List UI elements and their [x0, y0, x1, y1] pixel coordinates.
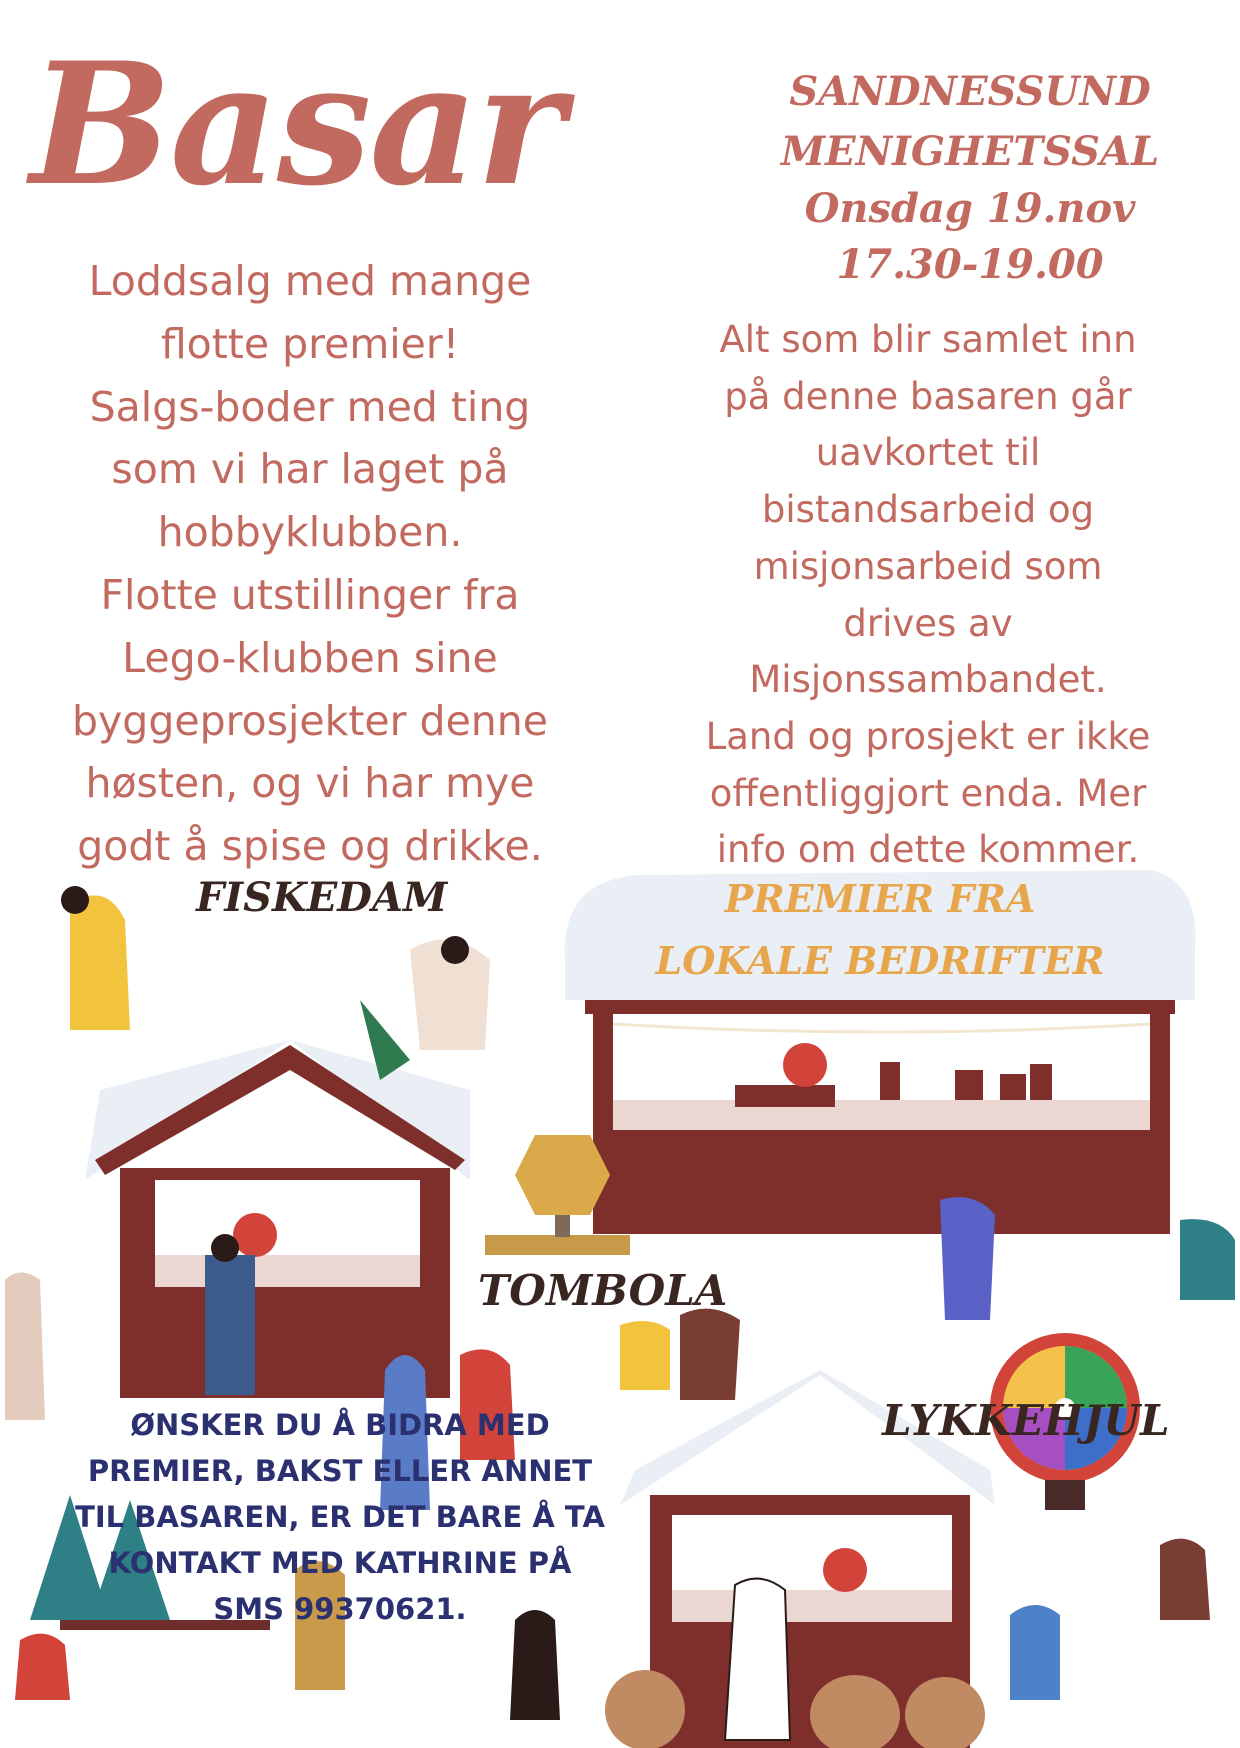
- text-line: byggeprosjekter denne: [72, 696, 548, 745]
- contact-info: [60, 1402, 620, 1632]
- premier-line-2: LOKALE BEDRIFTER: [655, 938, 1105, 983]
- text-line: Loddsalg med mange: [88, 257, 532, 305]
- text-line: bistandsarbeid og: [761, 488, 1095, 532]
- venue-line-2: MENIGHETSSAL: [780, 128, 1160, 175]
- premier-label: [600, 868, 1160, 992]
- event-details: [720, 62, 1220, 294]
- text-line: flotte premier!: [160, 319, 460, 368]
- text-line: drives av: [843, 601, 1013, 645]
- text-line: som vi har laget på: [111, 445, 509, 494]
- text-line: Lego-klubben sine: [122, 633, 498, 682]
- contact-line: TIL BASAREN, ER DET BARE Å TA: [75, 1500, 605, 1534]
- contact-line: KONTAKT MED KATHRINE PÅ: [108, 1546, 572, 1580]
- contact-line: ØNSKER DU Å BIDRA MED: [130, 1408, 550, 1442]
- text-line: offentliggjort enda. Mer: [709, 771, 1147, 815]
- text-line: høsten, og vi har mye: [85, 759, 535, 808]
- contact-line: PREMIER, BAKST ELLER ANNET: [87, 1454, 593, 1488]
- contact-line: SMS 99370621.: [213, 1592, 467, 1626]
- event-time: 17.30-19.00: [836, 241, 1104, 288]
- market-booth-left: [85, 1040, 470, 1398]
- venue-line-1: SANDNESSUND: [789, 68, 1151, 115]
- text-line: uavkortet til: [815, 431, 1041, 475]
- tombola-label: TOMBOLA: [478, 1266, 728, 1315]
- fiskedam-label: FISKEDAM: [196, 874, 448, 921]
- premier-line-1: PREMIER FRA: [724, 876, 1036, 921]
- page-title: Basar: [30, 25, 563, 223]
- text-line: på denne basaren går: [724, 374, 1132, 418]
- text-line: hobbyklubben.: [157, 508, 463, 557]
- text-line: Misjonssambandet.: [749, 658, 1107, 702]
- text-line: Land og prosjekt er ikke: [705, 714, 1151, 758]
- text-line: Salgs-boder med ting: [89, 382, 531, 431]
- event-date: Onsdag 19.nov: [804, 185, 1136, 232]
- text-line: godt å spise og drikke.: [77, 822, 543, 871]
- text-line: Flotte utstillinger fra: [100, 570, 520, 619]
- donation-description: [668, 312, 1188, 879]
- text-line: Alt som blir samlet inn: [719, 318, 1137, 361]
- text-line: misjonsarbeid som: [753, 544, 1103, 588]
- activities-description: [20, 250, 600, 878]
- text-line: info om dette kommer.: [716, 828, 1140, 872]
- lykkehjul-label: LYKKEHJUL: [882, 1396, 1170, 1445]
